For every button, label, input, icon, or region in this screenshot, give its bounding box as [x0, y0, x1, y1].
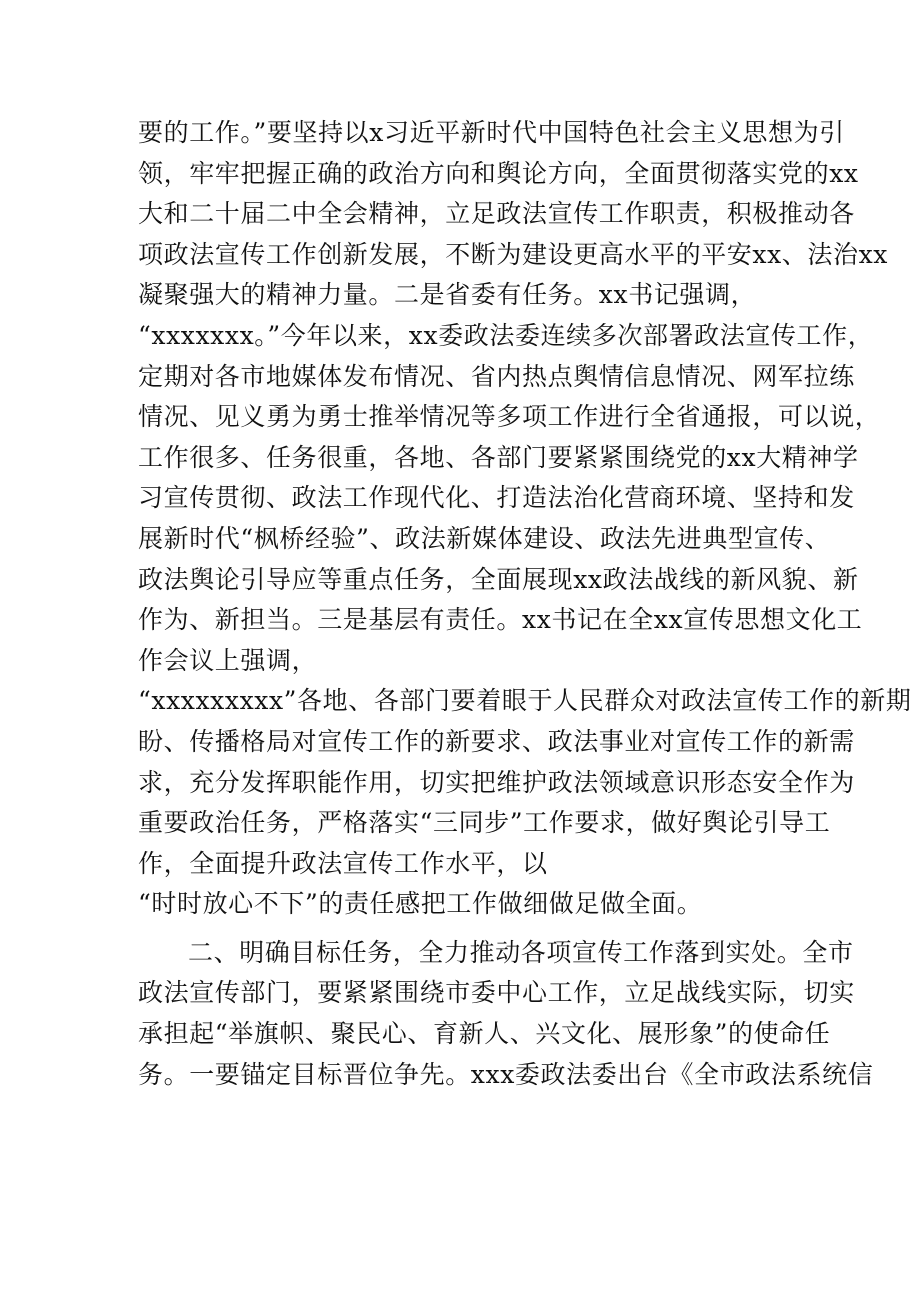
paragraph	[138, 113, 912, 925]
text-line: 作会议上强调，	[138, 645, 318, 675]
text-line: 定期对各市地媒体发布情况、省内热点舆情信息情况、网军拉练	[138, 361, 855, 391]
document-body	[138, 113, 912, 1095]
text-line: 习宣传贯彻、政法工作现代化、打造法治化营商环境、坚持和发	[138, 483, 855, 513]
text-line: 凝聚强大的精神力量。二是省委有任务。xx书记强调，	[138, 280, 757, 310]
text-line: 二、明确目标任务，全力推动各项宣传工作落到实处。全市	[188, 937, 854, 967]
text-line: 展新时代“枫桥经验”、政法新媒体建设、政法先进典型宣传、	[138, 523, 831, 553]
paragraph-gap	[138, 925, 798, 933]
text-line: 重要政治任务，严格落实“三同步”工作要求，做好舆论引导工	[138, 808, 831, 838]
text-line: 领，牢牢把握正确的政治方向和舆论方向，全面贯彻落实党的xx	[138, 158, 859, 188]
text-line: 作为、新担当。三是基层有责任。xx书记在全xx宣传思想文化工	[138, 605, 863, 635]
text-line: 承担起“举旗帜、聚民心、育新人、兴文化、展形象”的使命任	[138, 1019, 831, 1049]
text-line: 政法舆论引导应等重点任务，全面展现xx政法战线的新风貌、新	[138, 564, 859, 594]
text-line: 政法宣传部门，要紧紧围绕市委中心工作，立足战线实际，切实	[138, 978, 855, 1008]
text-line: “xxxxxxx。”今年以来，xx委政法委连续多次部署政法宣传工作，	[138, 320, 874, 350]
text-line: 要的工作。”要坚持以x习近平新时代中国特色社会主义思想为引	[138, 118, 845, 147]
paragraph	[138, 933, 874, 1095]
text-line: 作，全面提升政法宣传工作水平，以	[138, 848, 548, 878]
text-line: 情况、见义勇为勇士推举情况等多项工作进行全省通报，可以说，	[138, 402, 881, 432]
text-line: 务。一要锚定目标晋位争先。xxx委政法委出台《全市政法系统信	[138, 1059, 874, 1089]
text-line: 大和二十届二中全会精神，立足政法宣传工作职责，积极推动各	[138, 199, 855, 229]
text-line: 工作很多、任务很重，各地、各部门要紧紧围绕党的xx大精神学	[138, 442, 859, 472]
text-line: “xxxxxxxxx”各地、各部门要着眼于人民群众对政法宣传工作的新期	[138, 686, 912, 716]
text-line: “时时放心不下”的责任感把工作做细做足做全面。	[138, 889, 703, 919]
text-line: 项政法宣传工作创新发展，不断为建设更高水平的平安xx、法治xx	[138, 239, 888, 269]
text-line: 盼、传播格局对宣传工作的新要求、政法事业对宣传工作的新需	[138, 726, 855, 756]
text-line: 求，充分发挥职能作用，切实把维护政法领域意识形态安全作为	[138, 767, 855, 797]
